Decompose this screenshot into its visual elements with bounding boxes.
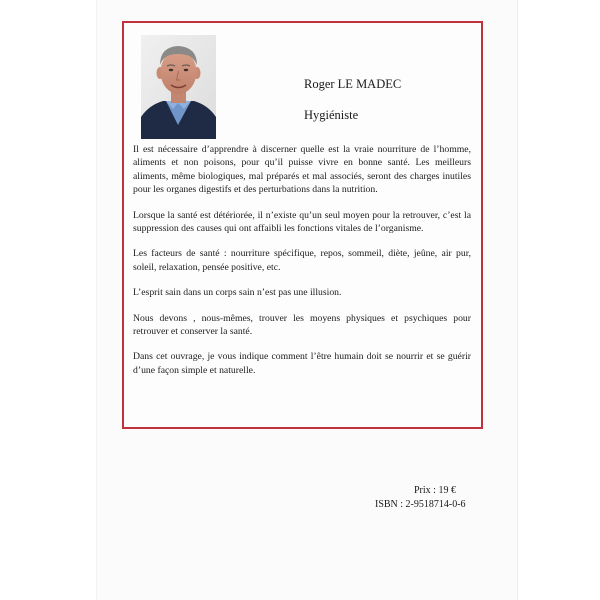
- paragraph: Nous devons , nous-mêmes, trouver les moyens physiques et psychiques pour retrouver et conserver la santé.: [133, 312, 471, 338]
- paragraph: Les facteurs de santé : nourriture spécifique, repos, sommeil, diète, jeûne, air pur, soleil, relaxation, pensée positive, etc.: [133, 248, 471, 273]
- price-label: Prix : 19 €: [414, 485, 456, 496]
- paragraph: L’esprit sain dans un corps sain n’est pas une illusion.: [133, 287, 342, 299]
- paragraph: Lorsque la santé est détériorée, il n’existe qu’un seul moyen pour la retrouver, c’est la suppression des causes qui ont affaibli les fonctions vitales de l’organisme.: [133, 209, 471, 235]
- author-photo: [141, 35, 216, 139]
- back-cover-text: [133, 143, 471, 389]
- isbn-label: ISBN : 2-9518714-0-6: [375, 499, 466, 510]
- paragraph: Dans cet ouvrage, je vous indique comment l’être humain doit se nourrir et se guérir d’une façon simple et naturelle.: [133, 351, 471, 376]
- paragraph: Il est nécessaire d’apprendre à discerner quelle est la vraie nourriture de l’homme, aliments et non poisons, pour qu’il puisse vivre en bonne santé. Les meilleurs aliments, même biologiques, mal préparés et mal associés, seront des charges inutiles pour les organes digestifs et des perturbations dans la nutrition.: [133, 144, 471, 196]
- author-title: Hygiéniste: [304, 108, 359, 122]
- author-name: Roger LE MADEC: [304, 77, 402, 91]
